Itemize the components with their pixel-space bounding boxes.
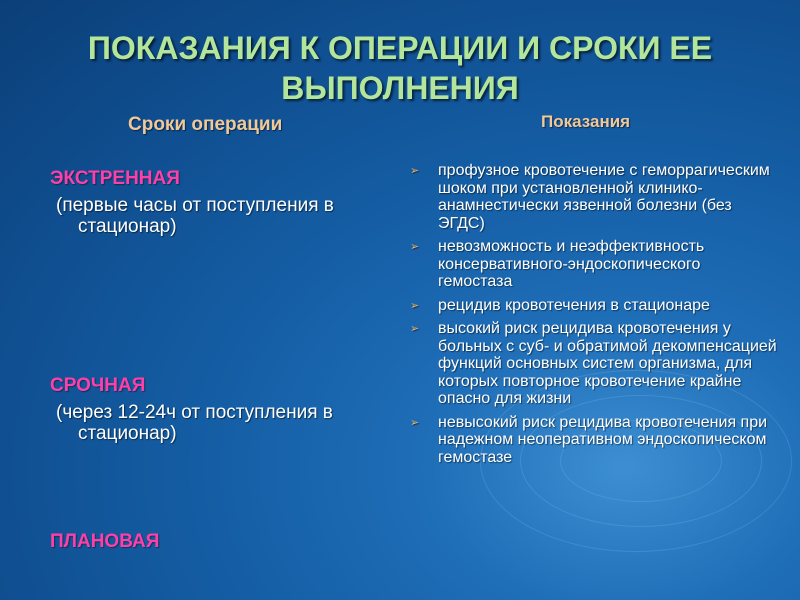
term-urgent-desc-line1: (через 12-24ч от поступления в xyxy=(56,402,333,423)
right-column-header: Показания xyxy=(541,112,631,131)
slide-title xyxy=(20,28,780,108)
arrow-bullet-icon: ➢ xyxy=(410,416,420,429)
indication-text: профузное кровотечение с геморрагическим шоком при установленной клинико-анамнестически язвенной болезни (без ЭГДС) xyxy=(438,162,770,232)
term-urgent: СРОЧНАЯ xyxy=(50,375,146,396)
arrow-bullet-icon: ➢ xyxy=(410,241,420,253)
indication-text: рецидив кровотечения в стационаре xyxy=(438,296,710,314)
term-planned: ПЛАНОВАЯ xyxy=(50,531,160,552)
indications-list xyxy=(406,162,778,472)
list-item xyxy=(406,162,778,232)
term-emergency-desc-line1: (первые часы от поступления в xyxy=(56,195,334,216)
term-urgent-description xyxy=(56,402,396,444)
slide-title-line2: ВЫПОЛНЕНИЯ xyxy=(281,70,519,106)
list-item xyxy=(406,297,778,315)
left-column-header: Сроки операции xyxy=(128,114,283,135)
arrow-bullet-icon: ➢ xyxy=(410,323,420,335)
indication-text: невысокий риск рецидива кровотечения при надежном неоперативном эндоскопическом гемостазе xyxy=(438,413,768,466)
slide-title-line1: ПОКАЗАНИЯ К ОПЕРАЦИИ И СРОКИ ЕЕ xyxy=(87,30,713,66)
term-emergency-desc-line2: стационар) xyxy=(78,216,177,237)
indication-text: высокий риск рецидива кровотечения у больных с суб- и обратимой декомпенсацией функций основных систем организма, для которых повторное кровотечение крайне опасно для жизни xyxy=(438,320,777,407)
indication-text: невозможность и неэффективность консервативного-эндоскопического гемостаза xyxy=(438,238,705,290)
term-urgent-desc-line2: стационар) xyxy=(78,423,177,444)
list-item xyxy=(406,238,778,291)
arrow-bullet-icon: ➢ xyxy=(410,299,420,312)
term-emergency-description xyxy=(56,195,396,237)
list-item xyxy=(406,320,778,408)
term-emergency: ЭКСТРЕННАЯ xyxy=(50,168,180,189)
arrow-bullet-icon: ➢ xyxy=(410,165,420,177)
list-item xyxy=(406,414,778,467)
